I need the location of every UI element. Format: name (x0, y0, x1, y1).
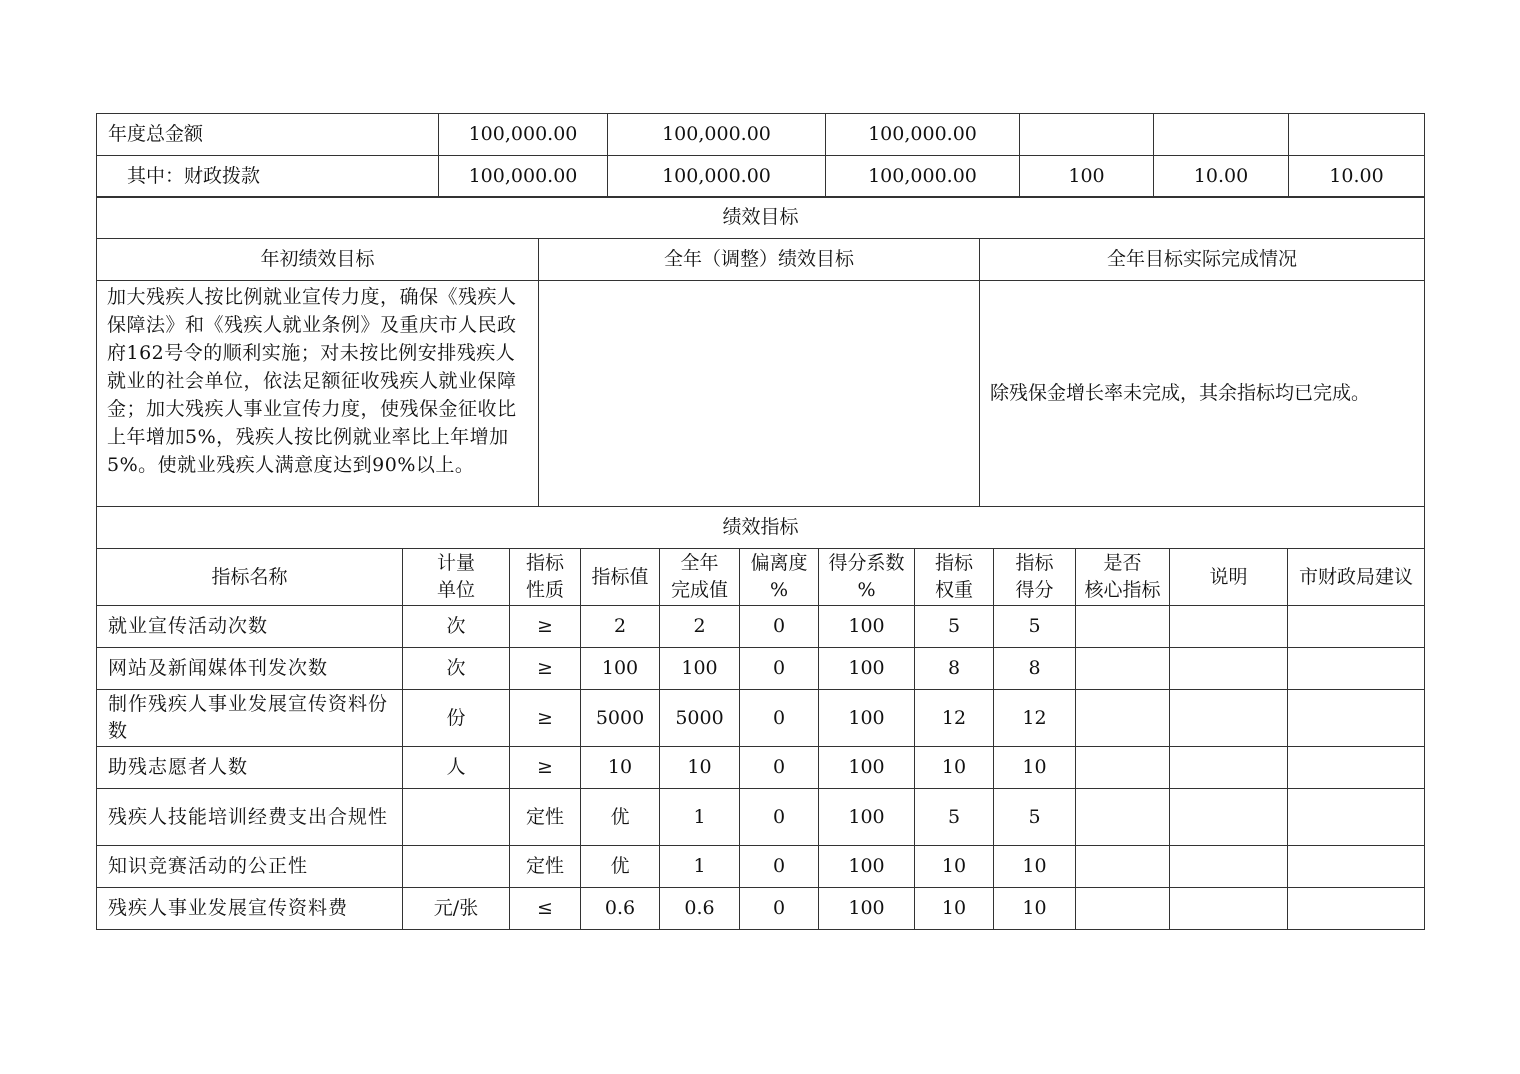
indicator-name: 知识竞赛活动的公正性 (97, 846, 403, 888)
funding-cell (1154, 114, 1289, 156)
funding-cell: 100,000.00 (608, 156, 826, 198)
indicator-score: 5 (994, 606, 1076, 648)
indicator-advice (1288, 690, 1425, 747)
indicator-header-cell (740, 549, 819, 606)
indicator-advice (1288, 789, 1425, 846)
indicator-coef: 100 (819, 789, 915, 846)
funding-row-fiscal (97, 156, 1425, 198)
indicator-header-cell (581, 549, 660, 606)
indicator-score: 5 (994, 789, 1076, 846)
header-cell: 年初绩效目标 (97, 239, 539, 281)
indicator-deviation: 0 (740, 606, 819, 648)
header-line: 权重 (934, 579, 973, 601)
indicator-name: 残疾人事业发展宣传资料费 (97, 888, 403, 930)
indicator-nature: ≤ (510, 888, 581, 930)
funding-cell: 100,000.00 (826, 156, 1020, 198)
indicator-unit (403, 789, 510, 846)
indicator-target: 10 (581, 747, 660, 789)
header-cell: 全年目标实际完成情况 (980, 239, 1425, 281)
indicator-row (97, 888, 1425, 930)
indicator-unit: 元/张 (403, 888, 510, 930)
indicator-target: 优 (581, 846, 660, 888)
header-line: % (857, 579, 876, 601)
indicator-unit: 次 (403, 606, 510, 648)
indicator-row (97, 606, 1425, 648)
indicator-advice (1288, 888, 1425, 930)
indicator-deviation: 0 (740, 690, 819, 747)
indicator-note (1170, 747, 1288, 789)
indicator-target: 5000 (581, 690, 660, 747)
indicator-score: 8 (994, 648, 1076, 690)
header-line: 偏离度 (750, 552, 808, 574)
indicator-nature: ≥ (510, 747, 581, 789)
indicator-note (1170, 690, 1288, 747)
header-line: 得分 (1015, 579, 1054, 601)
funding-cell (1289, 114, 1425, 156)
indicator-deviation: 0 (740, 888, 819, 930)
header-line: 指标 (1015, 552, 1054, 574)
indicator-row (97, 747, 1425, 789)
indicator-note (1170, 606, 1288, 648)
goals-header-row (97, 239, 1425, 281)
section-title: 绩效目标 (97, 197, 1425, 239)
indicator-score: 12 (994, 690, 1076, 747)
indicator-target: 2 (581, 606, 660, 648)
indicator-weight: 10 (915, 747, 994, 789)
indicator-name: 助残志愿者人数 (97, 747, 403, 789)
indicator-header-cell (97, 549, 403, 606)
header-line: 说明 (1209, 565, 1248, 588)
indicator-header-cell (1076, 549, 1170, 606)
indicator-row (97, 648, 1425, 690)
indicator-note (1170, 789, 1288, 846)
indicator-header-cell (403, 549, 510, 606)
indicator-note (1170, 648, 1288, 690)
indicator-weight: 8 (915, 648, 994, 690)
funding-cell: 100,000.00 (826, 114, 1020, 156)
indicator-header-cell (819, 549, 915, 606)
indicator-actual: 5000 (660, 690, 740, 747)
initial-goal-text: 加大残疾人按比例就业宣传力度，确保《残疾人保障法》和《残疾人就业条例》及重庆市人民政府162号令的顺利实施；对未按比例安排残疾人就业的社会单位，依法足额征收残疾人就业保障金；加大残疾人事业宣传力度，使残保金征收比上年增加5%，残疾人按比例就业率比上年增加5%。使就业残疾人满意度达到90%以上。 (97, 281, 539, 507)
indicator-weight: 5 (915, 606, 994, 648)
header-line: 全年 (680, 552, 719, 574)
header-line: % (769, 579, 789, 601)
indicator-actual: 2 (660, 606, 740, 648)
funding-label: 年度总金额 (97, 114, 439, 156)
indicator-weight: 5 (915, 789, 994, 846)
indicator-actual: 0.6 (660, 888, 740, 930)
indicator-unit (403, 846, 510, 888)
indicator-target: 0.6 (581, 888, 660, 930)
indicator-deviation: 0 (740, 747, 819, 789)
indicator-header-cell (510, 549, 581, 606)
indicator-note (1170, 846, 1288, 888)
indicator-coef: 100 (819, 846, 915, 888)
indicator-deviation: 0 (740, 846, 819, 888)
indicator-core (1076, 747, 1170, 789)
indicator-nature: 定性 (510, 789, 581, 846)
indicator-header-cell (915, 549, 994, 606)
header-line: 指标值 (591, 565, 649, 588)
header-line: 性质 (525, 579, 564, 601)
header-line: 完成值 (670, 579, 728, 601)
indicator-header-cell (660, 549, 740, 606)
indicators-table (96, 548, 1425, 930)
indicator-actual: 1 (660, 846, 740, 888)
goals-table (96, 196, 1425, 549)
indicator-note (1170, 888, 1288, 930)
goals-section-row (97, 197, 1425, 239)
indicator-header-cell (1170, 549, 1288, 606)
header-line: 得分系数 (828, 552, 905, 574)
funding-cell: 100,000.00 (439, 156, 608, 198)
funding-row-total (97, 114, 1425, 156)
indicator-coef: 100 (819, 888, 915, 930)
indicator-nature: 定性 (510, 846, 581, 888)
indicator-weight: 12 (915, 690, 994, 747)
indicator-weight: 10 (915, 846, 994, 888)
indicator-unit: 人 (403, 747, 510, 789)
indicator-core (1076, 648, 1170, 690)
indicator-nature: ≥ (510, 690, 581, 747)
indicator-name: 网站及新闻媒体刊发次数 (97, 648, 403, 690)
header-line: 指标 (934, 552, 973, 574)
header-line: 指标 (525, 552, 564, 574)
indicator-actual: 1 (660, 789, 740, 846)
adjusted-goal-text (539, 281, 980, 507)
indicator-advice (1288, 846, 1425, 888)
indicator-deviation: 0 (740, 648, 819, 690)
actual-completion-text: 除残保金增长率未完成，其余指标均已完成。 (980, 281, 1425, 507)
indicator-score: 10 (994, 846, 1076, 888)
funding-cell: 100,000.00 (608, 114, 826, 156)
section-title: 绩效指标 (97, 507, 1425, 549)
indicator-core (1076, 888, 1170, 930)
header-line: 计量 (436, 552, 475, 574)
indicator-coef: 100 (819, 648, 915, 690)
indicator-header-cell (994, 549, 1076, 606)
indicator-target: 优 (581, 789, 660, 846)
indicator-nature: ≥ (510, 606, 581, 648)
indicator-score: 10 (994, 747, 1076, 789)
header-line: 指标名称 (211, 565, 288, 588)
indicator-actual: 100 (660, 648, 740, 690)
indicator-unit: 次 (403, 648, 510, 690)
goals-content-row (97, 281, 1425, 507)
indicator-header-cell (1288, 549, 1425, 606)
funding-table (96, 113, 1425, 198)
indicator-advice (1288, 747, 1425, 789)
indicator-coef: 100 (819, 747, 915, 789)
indicator-name: 残疾人技能培训经费支出合规性 (97, 789, 403, 846)
indicator-coef: 100 (819, 690, 915, 747)
indicator-core (1076, 846, 1170, 888)
funding-cell: 100,000.00 (439, 114, 608, 156)
funding-cell (1020, 114, 1154, 156)
indicator-row (97, 846, 1425, 888)
header-line: 单位 (436, 579, 475, 601)
indicator-target: 100 (581, 648, 660, 690)
indicator-advice (1288, 648, 1425, 690)
indicator-advice (1288, 606, 1425, 648)
indicator-core (1076, 690, 1170, 747)
header-line: 是否 (1103, 552, 1142, 574)
indicator-name: 制作残疾人事业发展宣传资料份数 (97, 690, 403, 747)
indicator-row (97, 690, 1425, 747)
funding-cell: 10.00 (1154, 156, 1289, 198)
header-line: 核心指标 (1084, 579, 1161, 601)
indicator-core (1076, 789, 1170, 846)
indicator-row (97, 789, 1425, 846)
funding-cell: 100 (1020, 156, 1154, 198)
indicator-score: 10 (994, 888, 1076, 930)
indicators-section-row (97, 507, 1425, 549)
indicator-nature: ≥ (510, 648, 581, 690)
funding-label: 其中：财政拨款 (97, 156, 439, 198)
funding-cell: 10.00 (1289, 156, 1425, 198)
indicator-unit: 份 (403, 690, 510, 747)
indicator-name: 就业宣传活动次数 (97, 606, 403, 648)
indicator-core (1076, 606, 1170, 648)
header-cell: 全年（调整）绩效目标 (539, 239, 980, 281)
header-line: 市财政局建议 (1298, 565, 1413, 588)
indicator-actual: 10 (660, 747, 740, 789)
indicators-header-row (97, 549, 1425, 606)
indicator-weight: 10 (915, 888, 994, 930)
indicator-coef: 100 (819, 606, 915, 648)
indicator-deviation: 0 (740, 789, 819, 846)
